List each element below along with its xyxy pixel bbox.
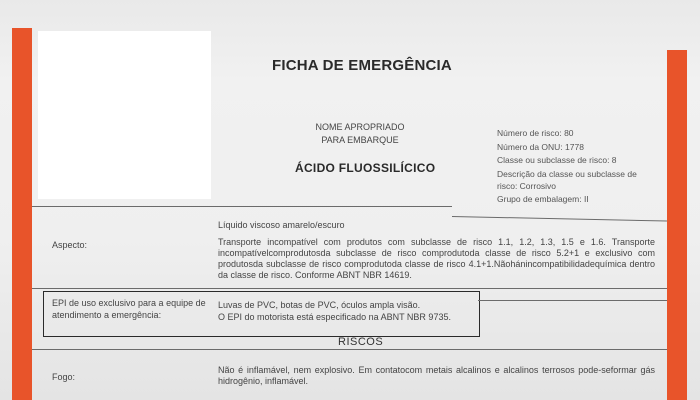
divider-line-2	[32, 288, 667, 289]
epi-line1: Luvas de PVC, botas de PVC, óculos ampla visão.	[218, 300, 421, 310]
left-orange-stripe	[12, 28, 32, 400]
shipping-name-label	[300, 121, 420, 147]
divider-line-1a	[32, 206, 452, 207]
risk-class-description: Descrição da classe ou subclasse de risco: Corrosivo	[497, 168, 637, 191]
aspecto-appearance: Líquido viscoso amarelo/escuro	[218, 220, 345, 230]
aspecto-label: Aspecto:	[52, 240, 88, 250]
epi-label: EPI de uso exclusivo para a equipe de atendimento a emergência:	[52, 298, 206, 320]
risk-number: Número de risco: 80	[497, 128, 574, 138]
fogo-label: Fogo:	[52, 372, 76, 382]
shipping-name-line1: NOME APROPRIADO	[315, 122, 405, 132]
divider-line-4	[32, 349, 667, 350]
right-orange-stripe	[667, 50, 687, 400]
fogo-text: Não é inflamável, nem explosivo. Em contatocom metais alcalinos e alcalinos terrosos pode-seformar gás hidrogênio, inflamável.	[218, 365, 655, 386]
packing-group: Grupo de embalagem: II	[497, 194, 589, 204]
riscos-title: RISCOS	[338, 336, 384, 348]
epi-content	[218, 299, 476, 323]
risk-info-block	[497, 127, 657, 207]
divider-line-3	[478, 300, 667, 301]
aspecto-transport-text: Transporte incompatível com produtos com subclasse de risco 1.1, 1.2, 1.3, 1.5 e 1.6. Transporte incompatívelcomprodutosda subclasse de risco comprodutoda classe de risco 5.2+1 e exclusivo com produtosda subclasse de risco comprodutoda classe de risco 4.1+1.Nãohánincompatibilidadequímica dentro da classe de risco. Conforme ABNT NBR 14619.	[218, 237, 655, 280]
product-name: ÁCIDO FLUOSSILÍCICO	[295, 161, 436, 175]
shipping-name-line2: PARA EMBARQUE	[321, 135, 399, 145]
risk-class: Classe ou subclasse de risco: 8	[497, 155, 617, 165]
redacted-logo-area	[38, 31, 211, 199]
onu-number: Número da ONU: 1778	[497, 141, 584, 152]
epi-line2: O EPI do motorista está especificado na ABNT NBR 9735.	[218, 312, 451, 322]
document-title: FICHA DE EMERGÊNCIA	[272, 57, 452, 74]
aspecto-content	[218, 220, 655, 287]
